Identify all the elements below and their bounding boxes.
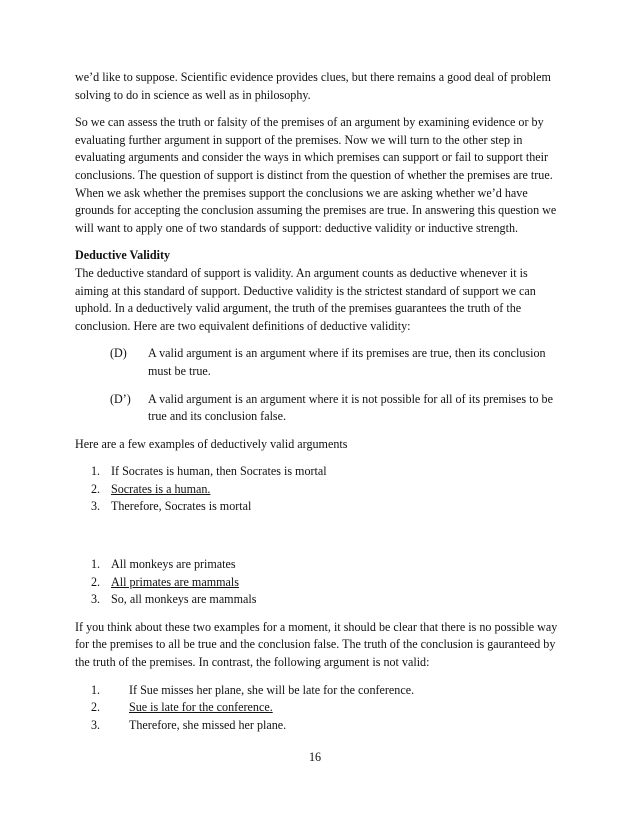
definition-item (110, 345, 560, 380)
argument-list (75, 682, 560, 735)
list-number: 3. (91, 592, 101, 607)
list-item (91, 574, 560, 592)
list-number: 1. (91, 682, 101, 697)
list-item (91, 591, 560, 609)
argument-list (75, 463, 560, 516)
list-item-text: Socrates is a human. (111, 481, 211, 496)
list-item (91, 717, 560, 735)
list-number: 2. (91, 700, 101, 715)
page-number: 16 (308, 750, 322, 764)
list-item (91, 556, 560, 574)
list-item-text: Therefore, Socrates is mortal (111, 499, 252, 514)
definition-label: (D) (110, 346, 127, 361)
list-number: 1. (91, 464, 101, 479)
list-item (91, 498, 560, 516)
section-intro-paragraph: The deductive standard of support is validity. An argument counts as deductive whenever it is aiming at this standard of support. Deductive validity is the strictest standard of support we can uphold. In a deductively valid argument, the truth of the premises guarantees the truth of the conclusion. Here are two equivalent definitions of deductive validity: (75, 265, 536, 333)
list-item-text: Therefore, she missed her plane. (129, 717, 287, 732)
list-item-text: So, all monkeys are mammals (111, 592, 257, 607)
list-number: 3. (91, 499, 101, 514)
list-item (91, 699, 560, 717)
argument-list (75, 556, 560, 609)
list-item (91, 682, 560, 700)
list-number: 2. (91, 574, 101, 589)
list-item-text: All primates are mammals (111, 574, 239, 589)
examples-intro: Here are a few examples of deductively valid arguments (75, 436, 348, 451)
definition-text: A valid argument is an argument where it is not possible for all of its premises to be true and its conclusion false. (148, 391, 553, 424)
list-number: 3. (91, 717, 101, 732)
page-body (75, 69, 560, 744)
list-item-text: If Sue misses her plane, she will be late for the conference. (129, 682, 415, 697)
paragraph-validity-explanation: If you think about these two examples for a moment, it should be clear that there is no possible way for the premises to all be true and the conclusion false. The truth of the conclusion is gauranteed by the truth of the premises. In contrast, the following argument is not valid: (75, 619, 558, 670)
section-heading: Deductive Validity (75, 248, 171, 263)
definition-item (110, 391, 560, 426)
list-number: 2. (91, 481, 101, 496)
spacer (75, 526, 560, 556)
list-item (91, 481, 560, 499)
paragraph-continuation: we’d like to suppose. Scientific evidence provides clues, but there remains a good deal of problem solving to do in science as well as in philosophy. (75, 70, 551, 102)
paragraph-assessing-premises: So we can assess the truth or falsity of the premises of an argument by examining evidence or by evaluating further argument in support of the premises. Now we will turn to the other step in evaluating arguments and consider the ways in which premises can support or fail to support their conclusions. The question of support is distinct from the question of whether the premises are true. When we ask whether the premises support the conclusions we are asking whether we’d have grounds for accepting the conclusion assuming the premises are true. In answering this question we will want to apply one of two standards of support: deductive validity or inductive strength. (75, 115, 557, 235)
definition-label: (D’) (110, 391, 131, 406)
list-item (91, 463, 560, 481)
list-item-text: Sue is late for the conference. (129, 700, 273, 715)
definition-text: A valid argument is an argument where if its premises are true, then its conclusion must be true. (148, 346, 546, 378)
list-number: 1. (91, 557, 101, 572)
list-item-text: All monkeys are primates (111, 557, 236, 572)
list-item-text: If Socrates is human, then Socrates is mortal (111, 464, 327, 479)
